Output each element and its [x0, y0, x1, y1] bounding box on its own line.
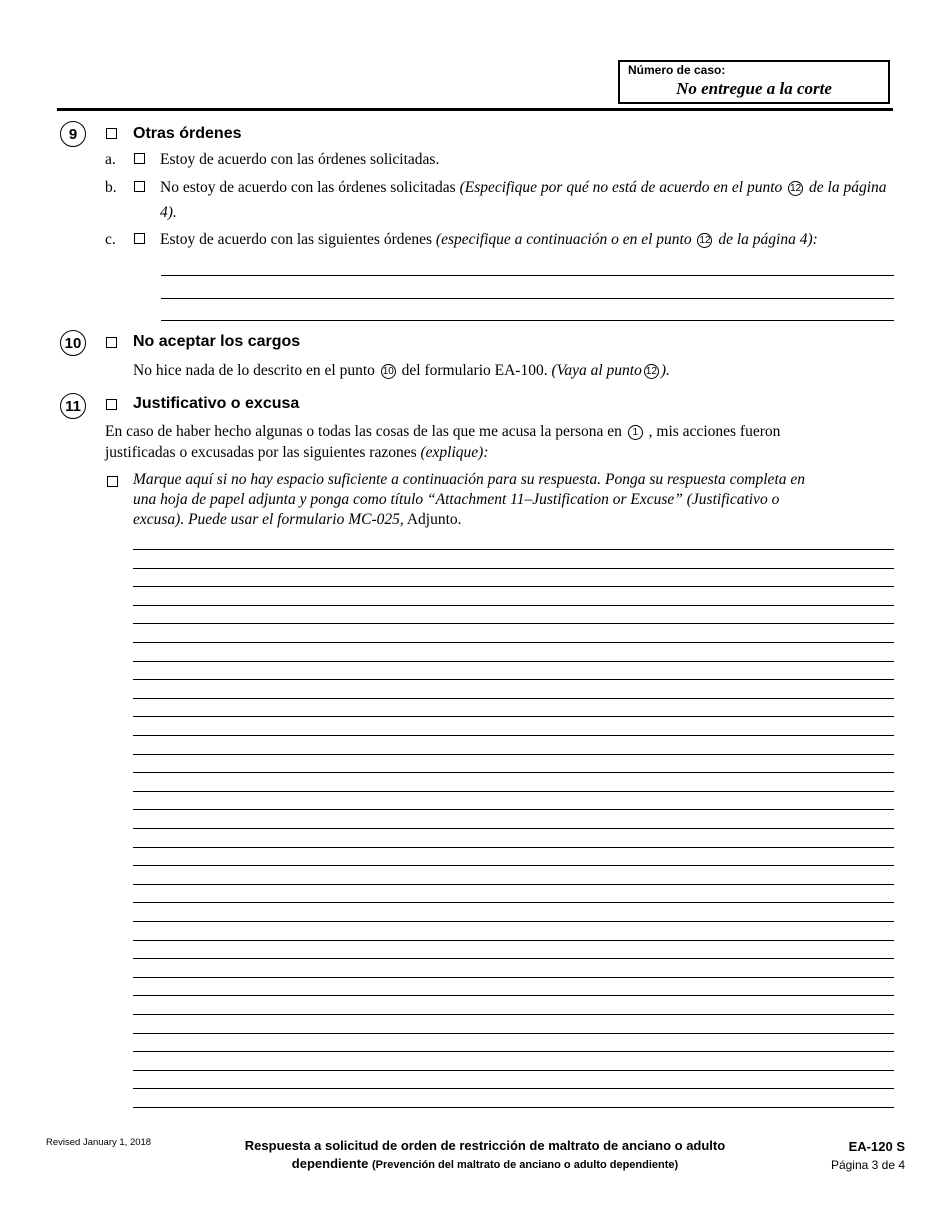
item-10-text-1: No hice nada de lo descrito en el punto — [133, 362, 375, 379]
item-9c-answer-line[interactable] — [161, 320, 894, 321]
case-number-label: Número de caso: — [628, 63, 726, 77]
item-11-answer-line[interactable] — [133, 735, 894, 736]
item-9a-letter: a. — [105, 151, 116, 168]
item-11-answer-line[interactable] — [133, 661, 894, 662]
item-9-number: 9 — [60, 121, 86, 147]
item-10-checkbox[interactable] — [106, 337, 117, 348]
item-11-text-3: justificadas o excusadas por las siguientes razones — [105, 444, 417, 461]
item-9b-ref: 12 — [790, 183, 802, 194]
item-11-answer-line[interactable] — [133, 902, 894, 903]
item-9b-italic-2: de — [809, 179, 824, 196]
item-11-text-2: , mis acciones fueron — [648, 423, 781, 440]
item-11-answer-line[interactable] — [133, 940, 894, 941]
item-11-title: Justificativo o excusa — [133, 395, 300, 412]
item-11-answer-line[interactable] — [133, 754, 894, 755]
item-11-answer-line[interactable] — [133, 1088, 894, 1089]
item-11-answer-line[interactable] — [133, 1107, 894, 1108]
item-11-attach-line-1: Marque aquí si no hay espacio suficiente a continuación para su respuesta. Ponga su respuesta completa en — [133, 471, 806, 488]
item-11-answer-line[interactable] — [133, 679, 894, 680]
footer-title — [210, 1137, 760, 1174]
item-11-attach-plain: Adjunto. — [406, 511, 462, 528]
item-9c-text — [160, 227, 895, 252]
item-11-answer-line[interactable] — [133, 791, 894, 792]
item-11-answer-line[interactable] — [133, 716, 894, 717]
item-9c-answer-line[interactable] — [161, 298, 894, 299]
item-9a-text: Estoy de acuerdo con las órdenes solicitadas. — [160, 151, 440, 168]
item-11-checkbox[interactable] — [106, 399, 117, 410]
item-9-title: Otras órdenes — [133, 125, 242, 142]
item-11-answer-line[interactable] — [133, 568, 894, 569]
item-9b-italic-3: la página 4). — [160, 179, 887, 221]
item-10-italic-2: ). — [660, 362, 670, 379]
item-10-text — [133, 358, 670, 383]
item-10-number: 10 — [60, 330, 86, 356]
item-11-answer-line[interactable] — [133, 995, 894, 996]
case-number-value: No entregue a la corte — [676, 79, 832, 98]
item-9b-plain: No estoy de acuerdo con las órdenes solicitadas — [160, 179, 456, 196]
item-11-answer-line[interactable] — [133, 865, 894, 866]
item-11-answer-line[interactable] — [133, 772, 894, 773]
item-11-attachment-checkbox[interactable] — [107, 476, 118, 487]
footer-title-line-2: dependiente — [291, 1156, 369, 1171]
item-10-ref-1: 10 — [382, 366, 394, 377]
item-11-number: 11 — [60, 393, 86, 419]
header-divider — [57, 108, 893, 111]
case-number-box — [618, 60, 890, 104]
item-11-answer-line[interactable] — [133, 977, 894, 978]
item-11-attach-line-3: excusa). Puede usar el formulario MC-025, — [133, 511, 404, 528]
item-9c-italic-1: (especifique a continuación o en el punto — [435, 231, 692, 248]
item-11-answer-line[interactable] — [133, 642, 894, 643]
item-11-ref-1: 1 — [628, 425, 643, 440]
item-10-title: No aceptar los cargos — [133, 333, 301, 350]
footer-page-number: Página 3 de 4 — [830, 1158, 905, 1172]
item-9c-answer-line[interactable] — [161, 275, 894, 276]
item-9c-checkbox[interactable] — [134, 233, 145, 244]
item-9b-checkbox[interactable] — [134, 181, 145, 192]
item-9-checkbox[interactable] — [106, 128, 117, 139]
item-10-text-2: del formulario EA-100. — [401, 362, 548, 379]
item-9c-plain: Estoy de acuerdo con las siguientes órdenes — [160, 231, 433, 248]
item-11-attachment-note — [133, 470, 898, 530]
item-11-answer-line[interactable] — [133, 1014, 894, 1015]
item-11-answer-line[interactable] — [133, 847, 894, 848]
item-9a-checkbox[interactable] — [134, 153, 145, 164]
item-9b-letter: b. — [105, 179, 117, 196]
item-11-text-1: En caso de haber hecho algunas o todas las cosas de las que me acusa la persona en — [105, 423, 622, 440]
item-11-answer-line[interactable] — [133, 1033, 894, 1034]
item-11-answer-line[interactable] — [133, 1070, 894, 1071]
item-11-answer-line[interactable] — [133, 549, 894, 550]
item-9c-italic-2: de la página 4): — [718, 231, 818, 248]
footer-form-info — [831, 1137, 905, 1175]
item-10-ref-2: 12 — [645, 366, 657, 377]
footer-title-line-1: Respuesta a solicitud de orden de restricción de maltrato de anciano o adulto — [244, 1138, 726, 1153]
item-11-answer-line[interactable] — [133, 884, 894, 885]
footer-form-code: EA-120 S — [848, 1139, 905, 1154]
item-11-intro — [105, 421, 895, 463]
footer-revised: Revised January 1, 2018 — [46, 1137, 152, 1148]
item-9c-ref: 12 — [699, 235, 711, 246]
item-11-answer-line[interactable] — [133, 623, 894, 624]
item-11-answer-line[interactable] — [133, 698, 894, 699]
item-11-attach-line-2: una hoja de papel adjunta y ponga como título “Attachment 11–Justification or Excuse” (Justificativo o — [133, 491, 780, 508]
item-11-answer-line[interactable] — [133, 1051, 894, 1052]
item-9b-italic-1: (Especifique por qué no está de acuerdo en el punto — [459, 179, 783, 196]
item-11-answer-line[interactable] — [133, 828, 894, 829]
item-11-answer-line[interactable] — [133, 809, 894, 810]
footer-subtitle: (Prevención del maltrato de anciano o adulto dependiente) — [371, 1159, 679, 1171]
item-11-answer-line[interactable] — [133, 958, 894, 959]
item-9c-letter: c. — [105, 231, 116, 248]
item-11-answer-line[interactable] — [133, 605, 894, 606]
item-11-italic-1: (explique): — [420, 444, 489, 461]
item-9b-text — [160, 175, 895, 225]
item-11-answer-line[interactable] — [133, 586, 894, 587]
item-10-italic-1: (Vaya al punto — [551, 362, 642, 379]
item-11-answer-line[interactable] — [133, 921, 894, 922]
